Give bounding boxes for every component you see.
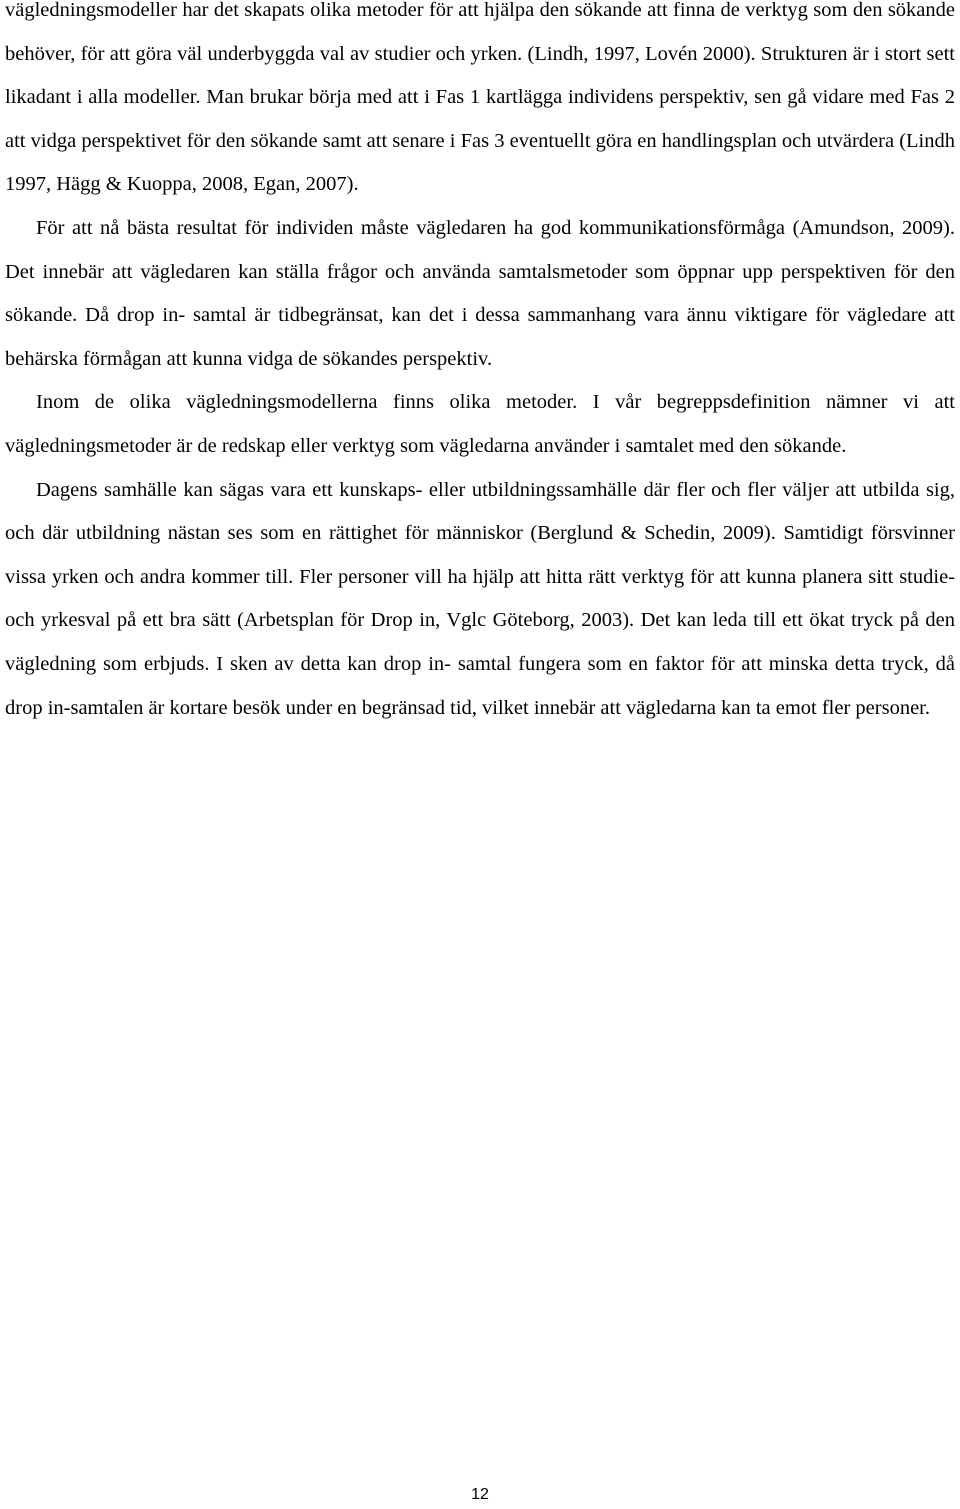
paragraph-2: För att nå bästa resultat för individen måste vägledaren ha god kommunikationsförmåga (Amundson, 2009). Det innebär att vägledaren kan ställa frågor och använda samtalsmetoder som öppnar upp perspektiven för den sökande. Då drop in- samtal är tidbegränsat, kan det i dessa sammanhang vara ännu viktigare för vägledare att behärska förmågan att kunna vidga de sökandes perspektiv. bbox=[5, 216, 955, 370]
page-number: 12 bbox=[471, 1486, 489, 1503]
paragraph-3: Inom de olika vägledningsmodellerna finns olika metoder. I vår begreppsdefinition nämner vi att vägledningsmetoder är de redskap eller verktyg som vägledarna använder i samtalet med den sökande. bbox=[5, 391, 955, 457]
paragraph-4: Dagens samhälle kan sägas vara ett kunskaps- eller utbildningssamhälle där fler och fler väljer att utbilda sig, och där utbildning nästan ses som en rättighet för människor (Berglund & Schedin, 2009). Samtidigt försvinner vissa yrken och andra kommer till. Fler personer vill ha hjälp att hitta rätt verktyg för att kunna planera sitt studie- och yrkesval på ett bra sätt (Arbetsplan för Drop in, Vglc Göteborg, 2003). Det kan leda till ett ökat tryck på den vägledning som erbjuds. I sken av detta kan drop in- samtal fungera som en faktor för att minska detta tryck, då drop in-samtalen är kortare besök under en begränsad tid, vilket innebär att vägledarna kan ta emot fler personer. bbox=[5, 478, 955, 719]
paragraph-1: vägledningsmodeller har det skapats olika metoder för att hjälpa den sökande att finna de verktyg som den sökande behöver, för att göra väl underbyggda val av studier och yrken. (Lindh, 1997, Lovén 2000). Strukturen är i stort sett likadant i alla modeller. Man brukar börja med att i Fas 1 kartlägga individens perspektiv, sen gå vidare med Fas 2 att vidga perspektivet för den sökande samt att senare i Fas 3 eventuellt göra en handlingsplan och utvärdera (Lindh 1997, Hägg & Kuoppa, 2008, Egan, 2007). bbox=[5, 0, 955, 196]
document-body bbox=[5, 0, 955, 730]
